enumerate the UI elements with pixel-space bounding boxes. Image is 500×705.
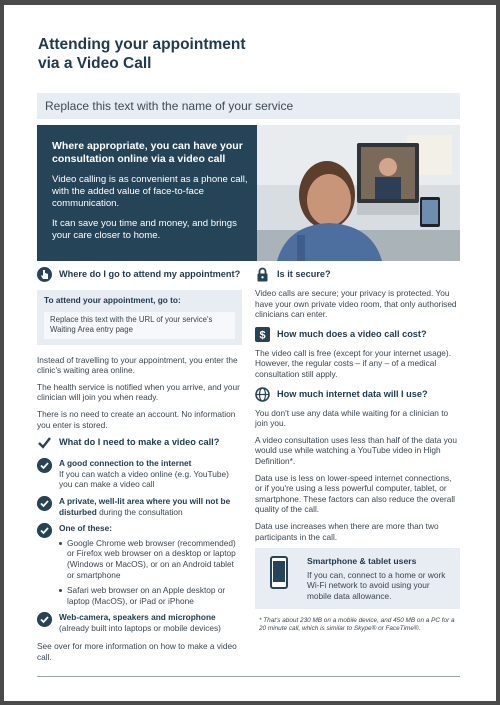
where-heading: [37, 268, 242, 282]
check-icon: [37, 435, 52, 450]
hero-paragraph-2: It can save you time and money, and brings your care closer to home.: [52, 218, 237, 241]
data-paragraph-3: Data use is less on lower-speed internet connections, or if you're using a less powerful computer, tablet, or smartphone. These factors can also reduce the overall quality of the call.: [255, 472, 456, 515]
check-circle-icon: [37, 496, 52, 511]
where-heading-text: Where do I go to attend my appointment?: [59, 269, 241, 279]
requirement-browser-title: One of these:: [59, 523, 113, 534]
hero-lead: Where appropriate, you can have your consultation online via a video call: [52, 140, 243, 165]
data-heading-text: How much internet data will I use?: [277, 388, 428, 399]
bottom-divider: [37, 676, 460, 677]
check-circle-icon: [37, 458, 52, 473]
hero-paragraph-1: Video calling is as convenient as a phone call, with the added value of face-to-face communication.: [52, 174, 248, 209]
title-line-2: via a Video Call: [38, 55, 152, 72]
browser-option-safari: Safari web browser on an Apple desktop or laptop (MacOS), or iPad or iPhone: [37, 585, 242, 606]
smartphone-icon: [270, 556, 288, 589]
hero-banner: [37, 125, 460, 261]
data-paragraph-2: A video consultation uses less than half of the data you would use while watching a YouTube video in High Definition*.: [255, 434, 458, 466]
requirement-internet-text: If you can watch a video online (e.g. YouTube) you can make a video call: [59, 468, 229, 490]
secure-heading: [255, 268, 460, 282]
left-paragraph-3: There is no need to create an account. No information you enter is stored.: [37, 408, 236, 430]
lock-icon: [255, 267, 270, 282]
data-paragraph-1: You don't use any data while waiting for a clinician to join you.: [255, 407, 449, 429]
requirement-private-area: [37, 496, 242, 517]
waiting-area-url-placeholder: Replace this text with the URL of your service's Waiting Area entry page: [44, 312, 235, 339]
video-call-illustration: [257, 125, 460, 261]
need-heading-text: What do I need to make a video call?: [59, 437, 220, 448]
requirement-internet: [37, 458, 242, 490]
data-footnote: * That's about 230 MB on a mobile device, and 450 MB on a PC for a 20 minute call, which is similar to Skype® or FaceTime®.: [259, 617, 455, 633]
smartphone-tip-text: If you can, connect to a home or work Wi-Fi network to avoid using your mobile data allowance.: [307, 569, 446, 601]
data-paragraph-4: Data use increases when there are more than two participants in the call.: [255, 520, 439, 542]
requirement-private-area-title: A private, well-lit area where you will not be disturbed: [59, 495, 231, 517]
globe-icon: [255, 387, 270, 402]
requirement-webcam-text: (already built into laptops or mobile devices): [59, 622, 221, 633]
secure-text: Video calls are secure; your privacy is protected. You have your own private video room, that only authorised clinicians can enter.: [255, 288, 457, 320]
smartphone-tip-box: [255, 548, 460, 609]
see-over-note: See over for more information on how to make a video call.: [37, 641, 237, 663]
cost-heading: [255, 328, 460, 342]
appointment-url-box-title: To attend your appointment, go to:: [44, 295, 181, 305]
requirement-private-area-text: during the consultation: [96, 506, 183, 517]
page-title: [38, 35, 246, 73]
need-heading: [37, 436, 242, 450]
left-paragraph-2: The health service is notified when you arrive, and your clinician will join you when ready.: [37, 381, 240, 403]
svg-text:$: $: [259, 329, 266, 342]
pointing-hand-icon: [37, 267, 52, 282]
requirement-webcam: [37, 612, 242, 633]
appointment-url-box: [37, 290, 242, 345]
smartphone-tip-title: Smartphone & tablet users: [307, 556, 417, 567]
browser-option-chrome: Google Chrome web browser (recommended) or Firefox web browser on a desktop or laptop (Windows or MacOS), or on an Android tablet or smartphone: [37, 538, 242, 580]
title-line-1: Attending your appointment: [38, 36, 246, 53]
dollar-icon: [255, 327, 270, 342]
cost-heading-text: How much does a video call cost?: [277, 328, 427, 339]
requirement-webcam-title: Web-camera, speakers and microphone: [59, 612, 216, 623]
right-column: [255, 268, 460, 633]
secure-heading-text: Is it secure?: [277, 269, 331, 279]
check-circle-icon: [37, 523, 52, 538]
document-page: [4, 5, 496, 701]
data-heading: [255, 388, 460, 402]
cost-text: The video call is free (except for your internet usage). However, the regular costs – if any – of a medical consultation still apply.: [255, 347, 451, 379]
left-paragraph-1: Instead of travelling to your appointment, you enter the clinic's waiting area online.: [37, 354, 238, 376]
hero-photo: [257, 125, 460, 261]
requirement-internet-title: A good connection to the internet: [59, 458, 192, 469]
service-name-placeholder: Replace this text with the name of your service: [37, 93, 460, 119]
hero-text: [52, 140, 252, 250]
left-column: [37, 268, 242, 669]
requirement-browser: [37, 523, 242, 534]
check-circle-icon: [37, 612, 52, 627]
